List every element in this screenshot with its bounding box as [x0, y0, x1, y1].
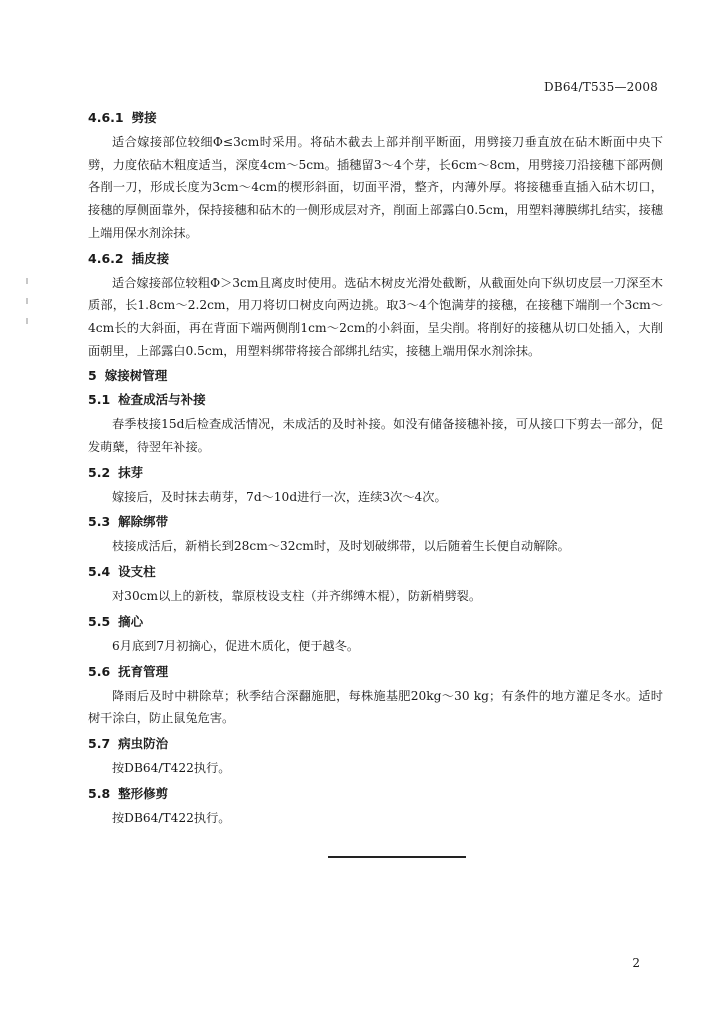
section-heading [88, 612, 663, 632]
section-heading [88, 463, 663, 483]
section-number: 4.6.1 [88, 110, 124, 125]
section-paragraph: 适合嫁接部位较细Φ≤3cm时采用。将砧木截去上部并削平断面，用劈接刀垂直放在砧木断面中央下劈，力度依砧木粗度适当，深度4cm～5cm。插穗留3～4个芽，长6cm～8cm，用劈接刀沿接穗下部两侧各削一刀，形成长度为3cm～4cm的楔形斜面，切面平滑，整齐，内薄外厚。将接穗垂直插入砧木切口，接穗的厚侧面靠外，保持接穗和砧木的一侧形成层对齐，削面上部露白0.5cm，用塑料薄膜绑扎结实，接穗上端用保水剂涂抹。 [88, 135, 663, 240]
section-number: 5 [88, 368, 97, 384]
section-heading [88, 784, 663, 804]
section-paragraph: 嫁接后，及时抹去萌芽，7d～10d进行一次，连续3次～4次。 [112, 489, 447, 504]
section-title: 抹芽 [118, 464, 144, 480]
section-number: 5.3 [88, 514, 111, 530]
section-title: 插皮接 [131, 250, 170, 266]
section-number: 5.1 [88, 392, 111, 408]
section-paragraph: 枝接成活后，新梢长到28cm～32cm时，及时划破绑带，以后随着生长便自动解除。 [112, 539, 570, 554]
section-paragraph: 6月底到7月初摘心，促进木质化，便于越冬。 [112, 638, 360, 653]
document-body [88, 108, 663, 831]
section-title: 解除绑带 [118, 514, 169, 530]
scan-margin-mark [26, 318, 28, 324]
section-title: 嫁接树管理 [104, 368, 168, 384]
section-title: 病虫防治 [118, 735, 169, 751]
section-number: 5.2 [88, 464, 111, 480]
end-of-document-rule [328, 856, 466, 858]
scan-margin-mark [26, 298, 28, 304]
section-heading [88, 662, 663, 682]
document-code: DB64/T535—2008 [544, 80, 658, 94]
section-number: 5.8 [88, 785, 111, 801]
section-number: 5.7 [88, 735, 111, 751]
section-paragraph: 按DB64/T422执行。 [112, 760, 231, 775]
section-heading [88, 108, 663, 128]
section-title: 检查成活与补接 [118, 392, 206, 408]
section-title: 劈接 [131, 110, 157, 125]
section-paragraph: 降雨后及时中耕除草；秋季结合深翻施肥，每株施基肥20kg～30 kg；有条件的地方灌足冬水。适时树干涂白，防止鼠兔危害。 [88, 688, 663, 726]
section-title: 整形修剪 [118, 785, 169, 801]
section-title: 摘心 [118, 613, 144, 629]
section-number: 5.6 [88, 663, 111, 679]
section-paragraph: 适合嫁接部位较粗Φ＞3cm且离皮时使用。选砧木树皮光滑处截断，从截面处向下纵切皮层一刀深至木质部，长1.8cm～2.2cm，用刀将切口树皮向两边挑。取3～4个饱满芽的接穗，在接穗下端削一个3cm～4cm长的大斜面，再在背面下端两侧削1cm～2cm的小斜面，呈尖削。将削好的接穗从切口处插入，大削面朝里，上部露白0.5cm，用塑料绑带将接合部绑扎结实，接穗上端用保水剂涂抹。 [88, 275, 663, 358]
page-number: 2 [632, 956, 640, 970]
section-heading [88, 249, 663, 269]
section-heading [88, 734, 663, 754]
section-title: 抚育管理 [118, 663, 169, 679]
section-paragraph: 春季枝接15d后检查成活情况，未成活的及时补接。如没有储备接穗补接，可从接口下剪去一部分，促发萌蘖，待翌年补接。 [88, 417, 663, 455]
section-heading [88, 390, 663, 410]
section-paragraph: 按DB64/T422执行。 [112, 810, 231, 825]
section-number: 4.6.2 [88, 250, 124, 266]
chapter-heading [88, 366, 663, 386]
section-heading [88, 512, 663, 532]
section-paragraph: 对30cm以上的新枝，靠原枝设支柱（并齐绑缚木棍），防新梢劈裂。 [112, 589, 482, 604]
section-title: 设支柱 [118, 564, 156, 580]
section-number: 5.4 [88, 564, 111, 580]
scan-margin-mark [26, 278, 28, 284]
section-number: 5.5 [88, 613, 111, 629]
section-heading [88, 562, 663, 582]
